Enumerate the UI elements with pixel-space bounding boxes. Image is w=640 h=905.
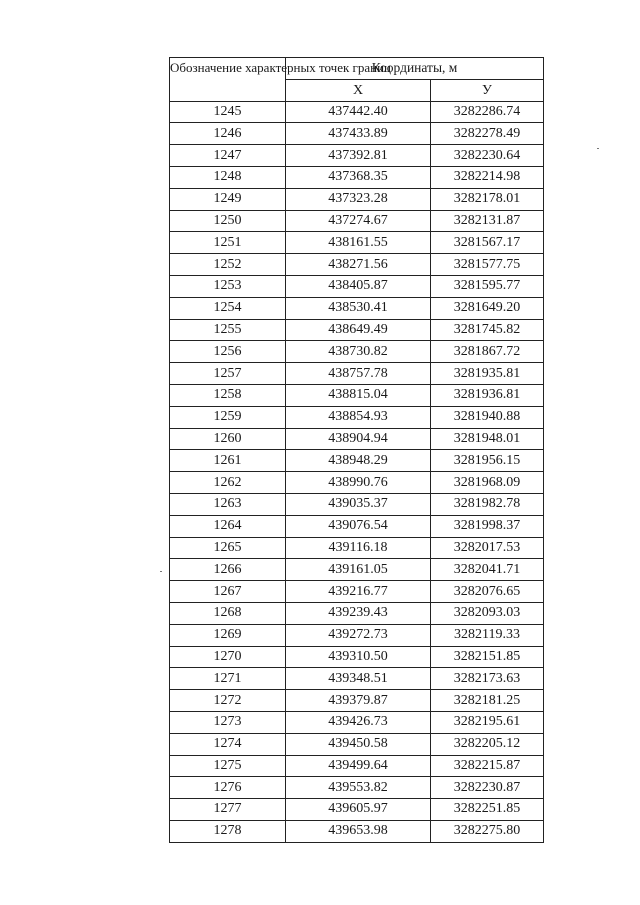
table-row xyxy=(170,777,544,799)
x-coordinate-cell: 438854.93 xyxy=(286,406,431,428)
x-coordinate-cell: 438904.94 xyxy=(286,428,431,450)
point-cell: 1249 xyxy=(170,188,286,210)
point-cell: 1254 xyxy=(170,297,286,319)
table-row xyxy=(170,210,544,232)
table-row xyxy=(170,341,544,363)
y-coordinate-cell: 3281968.09 xyxy=(431,472,544,494)
table-row xyxy=(170,275,544,297)
table-row xyxy=(170,406,544,428)
x-column-header: X xyxy=(286,79,431,101)
point-cell: 1265 xyxy=(170,537,286,559)
point-cell: 1267 xyxy=(170,581,286,603)
table-header xyxy=(170,58,544,102)
x-coordinate-cell: 439239.43 xyxy=(286,602,431,624)
x-coordinate-cell: 438990.76 xyxy=(286,472,431,494)
y-coordinate-cell: 3282251.85 xyxy=(431,799,544,821)
y-coordinate-cell: 3281649.20 xyxy=(431,297,544,319)
x-coordinate-cell: 439310.50 xyxy=(286,646,431,668)
point-cell: 1247 xyxy=(170,145,286,167)
table-row xyxy=(170,820,544,842)
point-cell: 1261 xyxy=(170,450,286,472)
table-row xyxy=(170,472,544,494)
y-coordinate-cell: 3281940.88 xyxy=(431,406,544,428)
point-cell: 1250 xyxy=(170,210,286,232)
table-row xyxy=(170,101,544,123)
y-coordinate-cell: 3282093.03 xyxy=(431,602,544,624)
y-coordinate-cell: 3281982.78 xyxy=(431,493,544,515)
point-cell: 1245 xyxy=(170,101,286,123)
y-coordinate-cell: 3282181.25 xyxy=(431,690,544,712)
point-cell: 1276 xyxy=(170,777,286,799)
point-cell: 1248 xyxy=(170,166,286,188)
x-coordinate-cell: 439116.18 xyxy=(286,537,431,559)
coordinates-header: Координаты, м xyxy=(286,58,544,80)
y-coordinate-cell: 3282017.53 xyxy=(431,537,544,559)
y-coordinate-cell: 3281948.01 xyxy=(431,428,544,450)
y-coordinate-cell: 3282230.87 xyxy=(431,777,544,799)
scan-speck xyxy=(160,571,162,572)
table-row xyxy=(170,581,544,603)
point-cell: 1258 xyxy=(170,384,286,406)
point-cell: 1272 xyxy=(170,690,286,712)
y-coordinate-cell: 3282275.80 xyxy=(431,820,544,842)
x-coordinate-cell: 438530.41 xyxy=(286,297,431,319)
y-coordinate-cell: 3282214.98 xyxy=(431,166,544,188)
x-coordinate-cell: 437323.28 xyxy=(286,188,431,210)
x-coordinate-cell: 438948.29 xyxy=(286,450,431,472)
y-coordinate-cell: 3282041.71 xyxy=(431,559,544,581)
point-cell: 1278 xyxy=(170,820,286,842)
point-cell: 1274 xyxy=(170,733,286,755)
x-coordinate-cell: 439216.77 xyxy=(286,581,431,603)
x-coordinate-cell: 439499.64 xyxy=(286,755,431,777)
table-row xyxy=(170,733,544,755)
table-body xyxy=(170,101,544,842)
table-row xyxy=(170,646,544,668)
x-coordinate-cell: 437433.89 xyxy=(286,123,431,145)
point-cell: 1259 xyxy=(170,406,286,428)
y-coordinate-cell: 3281567.17 xyxy=(431,232,544,254)
table-row xyxy=(170,428,544,450)
table-row xyxy=(170,145,544,167)
point-cell: 1277 xyxy=(170,799,286,821)
x-coordinate-cell: 438161.55 xyxy=(286,232,431,254)
y-coordinate-cell: 3281595.77 xyxy=(431,275,544,297)
table-row xyxy=(170,297,544,319)
table-row xyxy=(170,602,544,624)
y-coordinate-cell: 3281577.75 xyxy=(431,254,544,276)
point-cell: 1253 xyxy=(170,275,286,297)
x-coordinate-cell: 439426.73 xyxy=(286,711,431,733)
point-cell: 1273 xyxy=(170,711,286,733)
table-row xyxy=(170,559,544,581)
x-coordinate-cell: 439076.54 xyxy=(286,515,431,537)
table-row xyxy=(170,537,544,559)
y-coordinate-cell: 3282278.49 xyxy=(431,123,544,145)
table-row xyxy=(170,363,544,385)
x-coordinate-cell: 437368.35 xyxy=(286,166,431,188)
table-row xyxy=(170,254,544,276)
point-cell: 1246 xyxy=(170,123,286,145)
x-coordinate-cell: 439348.51 xyxy=(286,668,431,690)
point-cell: 1262 xyxy=(170,472,286,494)
table-row xyxy=(170,515,544,537)
y-coordinate-cell: 3282230.64 xyxy=(431,145,544,167)
y-coordinate-cell: 3281867.72 xyxy=(431,341,544,363)
table-row xyxy=(170,166,544,188)
y-coordinate-cell: 3282215.87 xyxy=(431,755,544,777)
x-coordinate-cell: 438271.56 xyxy=(286,254,431,276)
table-row xyxy=(170,384,544,406)
table-row xyxy=(170,624,544,646)
y-column-header: У xyxy=(431,79,544,101)
x-coordinate-cell: 438405.87 xyxy=(286,275,431,297)
point-cell: 1256 xyxy=(170,341,286,363)
point-column-header: Обозначение характерных точек границ xyxy=(170,58,286,102)
x-coordinate-cell: 438730.82 xyxy=(286,341,431,363)
point-cell: 1260 xyxy=(170,428,286,450)
x-coordinate-cell: 437442.40 xyxy=(286,101,431,123)
point-cell: 1266 xyxy=(170,559,286,581)
y-coordinate-cell: 3282151.85 xyxy=(431,646,544,668)
scan-speck xyxy=(597,148,599,149)
y-coordinate-cell: 3282286.74 xyxy=(431,101,544,123)
x-coordinate-cell: 439161.05 xyxy=(286,559,431,581)
table-row xyxy=(170,188,544,210)
table-row xyxy=(170,232,544,254)
x-coordinate-cell: 438649.49 xyxy=(286,319,431,341)
point-cell: 1268 xyxy=(170,602,286,624)
point-cell: 1271 xyxy=(170,668,286,690)
table-row xyxy=(170,450,544,472)
y-coordinate-cell: 3282131.87 xyxy=(431,210,544,232)
y-coordinate-cell: 3281935.81 xyxy=(431,363,544,385)
y-coordinate-cell: 3281998.37 xyxy=(431,515,544,537)
y-coordinate-cell: 3282178.01 xyxy=(431,188,544,210)
table-row xyxy=(170,123,544,145)
x-coordinate-cell: 439272.73 xyxy=(286,624,431,646)
point-cell: 1252 xyxy=(170,254,286,276)
point-cell: 1263 xyxy=(170,493,286,515)
y-coordinate-cell: 3282173.63 xyxy=(431,668,544,690)
table-row xyxy=(170,690,544,712)
y-coordinate-cell: 3282076.65 xyxy=(431,581,544,603)
point-cell: 1269 xyxy=(170,624,286,646)
x-coordinate-cell: 438757.78 xyxy=(286,363,431,385)
x-coordinate-cell: 437274.67 xyxy=(286,210,431,232)
coordinates-table xyxy=(169,57,544,843)
point-cell: 1257 xyxy=(170,363,286,385)
x-coordinate-cell: 439605.97 xyxy=(286,799,431,821)
y-coordinate-cell: 3282205.12 xyxy=(431,733,544,755)
point-cell: 1251 xyxy=(170,232,286,254)
point-cell: 1264 xyxy=(170,515,286,537)
x-coordinate-cell: 439653.98 xyxy=(286,820,431,842)
point-cell: 1275 xyxy=(170,755,286,777)
table-row xyxy=(170,319,544,341)
table-row xyxy=(170,755,544,777)
table-row xyxy=(170,799,544,821)
x-coordinate-cell: 439450.58 xyxy=(286,733,431,755)
point-cell: 1270 xyxy=(170,646,286,668)
y-coordinate-cell: 3282195.61 xyxy=(431,711,544,733)
table-row xyxy=(170,668,544,690)
table-row xyxy=(170,711,544,733)
x-coordinate-cell: 439035.37 xyxy=(286,493,431,515)
y-coordinate-cell: 3281956.15 xyxy=(431,450,544,472)
x-coordinate-cell: 437392.81 xyxy=(286,145,431,167)
table-row xyxy=(170,493,544,515)
point-cell: 1255 xyxy=(170,319,286,341)
y-coordinate-cell: 3282119.33 xyxy=(431,624,544,646)
y-coordinate-cell: 3281745.82 xyxy=(431,319,544,341)
x-coordinate-cell: 438815.04 xyxy=(286,384,431,406)
x-coordinate-cell: 439553.82 xyxy=(286,777,431,799)
y-coordinate-cell: 3281936.81 xyxy=(431,384,544,406)
x-coordinate-cell: 439379.87 xyxy=(286,690,431,712)
